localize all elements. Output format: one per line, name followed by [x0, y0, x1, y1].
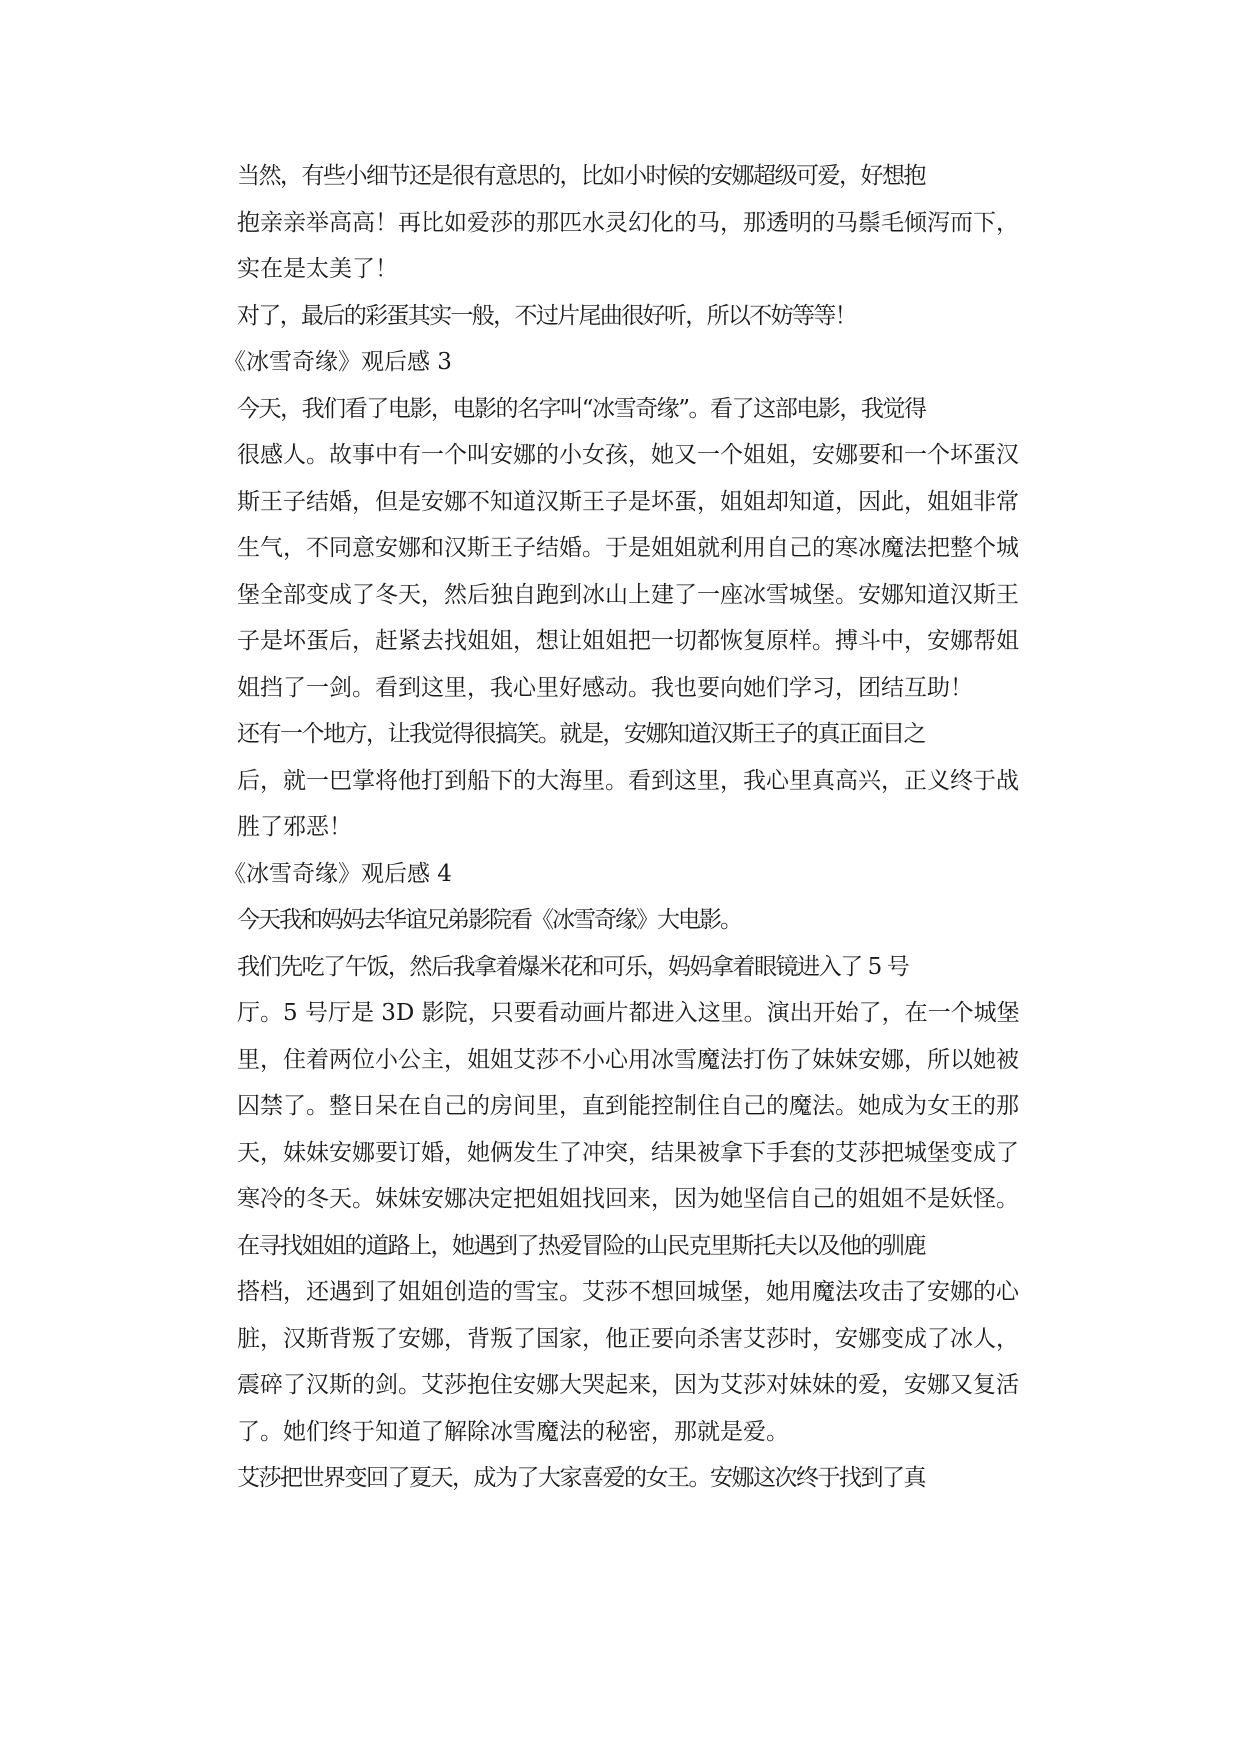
text-line: 搭档，还遇到了姐姐创造的雪宝。艾莎不想回城堡，她用魔法攻击了安娜的心	[237, 1279, 1019, 1305]
text-line: 在寻找姐姐的道路上，她遇到了热爱冒险的山民克里斯托夫以及他的驯鹿	[237, 1232, 925, 1259]
body-paragraph	[189, 1455, 1049, 1502]
body-paragraph	[189, 293, 1049, 340]
text-line: 脏，汉斯背叛了安娜，背叛了国家，他正要向杀害艾莎时，安娜变成了冰人，	[237, 1325, 1019, 1352]
text-line: 生气，不同意安娜和汉斯王子结婚。于是姐姐就利用自己的寒冰魔法把整个城	[237, 535, 1019, 561]
text-line: 当然，有些小细节还是很有意思的，比如小时候的安娜超级可爱，好想抱	[237, 163, 925, 189]
text-line: 《冰雪奇缘》观后感 3	[223, 349, 452, 375]
text-line: 《冰雪奇缘》观后感 4	[223, 860, 452, 887]
body-paragraph	[189, 897, 1049, 944]
text-line: 里，住着两位小公主，姐姐艾莎不小心用冰雪魔法打伤了妹妹安娜，所以她被	[237, 1046, 1019, 1073]
text-line: 抱亲亲举高高！再比如爱莎的那匹水灵幻化的马，那透明的马鬃毛倾泻而下，	[237, 209, 1019, 236]
text-line: 后，就一巴掌将他打到船下的大海里。看到这里，我心里真高兴，正义终于战	[237, 767, 1019, 794]
body-paragraph	[189, 944, 1049, 1223]
text-line: 天，妹妹安娜要订婚，她俩发生了冲突，结果被拿下手套的艾莎把城堡变成了	[237, 1139, 1019, 1166]
body-paragraph	[189, 153, 1049, 293]
text-line: 了。她们终于知道了解除冰雪魔法的秘密，那就是爱。	[237, 1418, 789, 1445]
text-line: 寒冷的冬天。妹妹安娜决定把姐姐找回来，因为她坚信自己的姐姐不是妖怪。	[237, 1186, 1019, 1212]
text-line: 姐挡了一剑。看到这里，我心里好感动。我也要向她们学习，团结互助！	[237, 674, 973, 701]
text-line: 斯王子结婚，但是安娜不知道汉斯王子是坏蛋，姐姐却知道，因此，姐姐非常	[237, 488, 1019, 515]
text-line: 震碎了汉斯的剑。艾莎抱住安娜大哭起来，因为艾莎对妹妹的爱，安娜又复活	[237, 1372, 1019, 1398]
text-line: 子是坏蛋后，赶紧去找姐姐，想让姐姐把一切都恢复原样。搏斗中，安娜帮姐	[237, 628, 1019, 654]
text-line: 胜了邪恶！	[237, 814, 352, 840]
body-paragraph	[189, 386, 1049, 712]
section-heading	[189, 339, 1049, 386]
section-heading	[189, 851, 1049, 898]
text-line: 实在是太美了！	[237, 256, 398, 282]
text-line: 艾莎把世界变回了夏天，成为了大家喜爱的女王。安娜这次终于找到了真	[237, 1465, 925, 1491]
text-line: 我们先吃了午饭，然后我拿着爆米花和可乐，妈妈拿着眼镜进入了 5 号	[237, 953, 909, 980]
body-paragraph	[189, 1223, 1049, 1456]
text-line: 很感人。故事中有一个叫安娜的小女孩，她又一个姐姐，安娜要和一个坏蛋汉	[237, 442, 1019, 468]
text-line: 对了，最后的彩蛋其实一般，不过片尾曲很好听，所以不妨等等！	[237, 302, 857, 329]
document-body	[189, 153, 1049, 1502]
text-line: 还有一个地方，让我觉得很搞笑。就是，安娜知道汉斯王子的真正面目之	[237, 721, 925, 747]
body-paragraph	[189, 711, 1049, 851]
text-line: 今天，我们看了电影，电影的名字叫“冰雪奇缘”。看了这部电影，我觉得	[237, 395, 926, 422]
text-line: 堡全部变成了冬天，然后独自跑到冰山上建了一座冰雪城堡。安娜知道汉斯王	[237, 581, 1019, 608]
text-line: 今天我和妈妈去华谊兄弟影院看《冰雪奇缘》大电影。	[237, 907, 741, 933]
text-line: 囚禁了。整日呆在自己的房间里，直到能控制住自己的魔法。她成为女王的那	[237, 1093, 1019, 1119]
text-line: 厅。5 号厅是 3D 影院，只要看动画片都进入这里。演出开始了，在一个城堡	[237, 1000, 1020, 1026]
